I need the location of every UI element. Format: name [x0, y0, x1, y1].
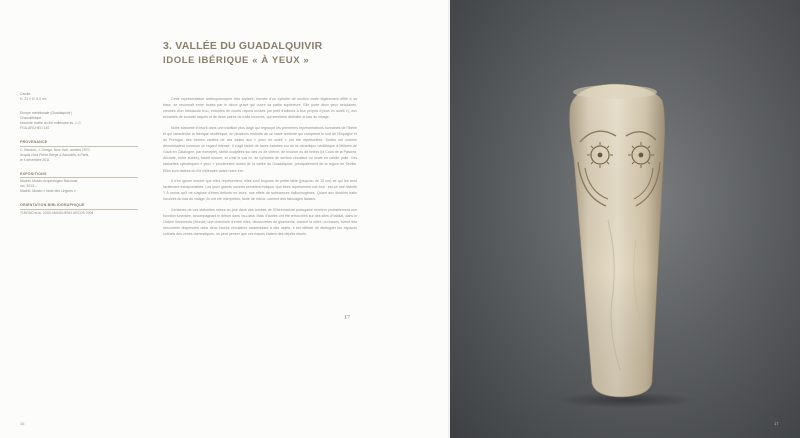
meta-line: H. 21 × D. 5,9 cm [20, 97, 47, 101]
object-sidebar [20, 92, 138, 225]
page-number-left: 16 [20, 421, 25, 426]
attribution-line: Chalcolithique [20, 116, 42, 120]
attribution-line: Europe méridionale (Guadalquivir) [20, 111, 72, 115]
attribution-line: seconde moitié du IIIe millénaire av. J.-C. [20, 121, 82, 125]
provenance-line: C. Bendon, J. Ortega, New York, années 1970 [20, 147, 90, 152]
provenance-section [20, 140, 138, 163]
right-page-photo [450, 0, 800, 438]
bibliography-section [20, 203, 138, 216]
meta-line: Calcite [20, 92, 31, 96]
exhibitions-section [20, 172, 138, 195]
idol-top-face [573, 85, 657, 99]
exhibition-line: Madrid, Museo « Idole des Lingues » [20, 189, 76, 193]
body-paragraph: Notre statuette s'inscrit dans une tradition plus large qui regroupe les premières représentations humaines de l'Ibérie et qui caractérise la Ibérique néolithique, en plusieurs endroits de ce vaste territoire qui comprend le sud de l'Espagne et du Portugal, des formes variées de ces Idoles aux « yeux en soleil » ont été répertoriées. Toutes ont comme dénominateur commun ce regard intense. Il s'agit tantôt de faces incisées sur de la céramique néolithique à Millarès de Gavà en Catalogne, par exemple), tantôt sculptées sur des os de chèvre, de mouton ou de brebis (la Cova de la Pastora, Alicante, entre autres), tantôt encore, et c'est le cas ici, de cylindres de section circulaire ou ovale en calcite polie. Ces statuettes cylindriques « yeux » proviennent toutes de la vallée du Guadalquivir, principalement de la région de Séville. Elles sont datées du IIIe millénaire avant notre ère. [163, 125, 357, 173]
body-text [163, 96, 357, 242]
idol-photograph [450, 0, 800, 438]
idol-body-shading [570, 84, 665, 397]
exhibitions-heading: EXPOSITIONS [20, 172, 138, 179]
provenance-line: le 4 décembre 2011 [20, 157, 50, 162]
object-attribution [20, 111, 138, 131]
provenance-heading: PROVENANCE [20, 140, 138, 147]
body-paragraph: Certaines de ces statuettes mises au jour dans des tombes de l'Extrémadure portugaise révèlent probablement une fonction funéraire, accompagnant le défunt dans l'au-delà. Mais d'autres ont été retrouvées sur des sites d'habitat, dans le Ordem Senimento (Murcie) une cheminée d'entre elles, découvertes de gisements, comme la nôtre, ou fosses, furent des rencontres dispersées dans deux fosses circulaires rassemblant à des objets, il est difficile de distinguer les espaces cultuels des zones domestiques, on peut penser que ces fosses étaient des dépôts rituels. [163, 208, 357, 237]
bibliography-heading: ORIENTATION BIBLIOGRAPHIQUE [20, 203, 138, 210]
page-subtitle: IDOLE IBÉRIQUE « À YEUX » [163, 55, 310, 66]
body-paragraph: Cette représentation anthropomorphe très stylisée, formée d'un cylindre de section ovale légèrement effilé à sa base, se reconnaît entre toutes par le décor gravé qui ouvre sa partie supérieure. Elle porte deux yeux circulaires, creusés d'un minuscule trou, entourés de courts rayons incisés (un petit d'ailleurs à leur propos d'yeux en soleil »), eux encadrés de sourcils arqués et de deux paires de traits incurvés, qui semblent délimiter le bas du visage. [163, 97, 357, 120]
exhibition-line: Madrid, Museo Arqueológico Nacional, [20, 179, 79, 183]
exhibition-line: oct. 2013 – [20, 184, 37, 188]
provenance-line: Acquis chez Pierre Berge & Associés, à Paris, [20, 152, 90, 157]
object-meta [20, 92, 138, 102]
bibliography-line: TUNTAO et al. 2003; MANDUENO ARCOS 2004 [20, 210, 94, 215]
page-number-right: 17 [774, 421, 779, 426]
body-paragraph: Il n'en ignore encore que elles représentent; elles sont toujours de petite taille (jusqu'au de 15 cm) ce qui les rend facilement transportables. Les yeux grands ouverts semblent indiquer que êtres représentés voit tout : est-ce une divinité ? À moins qu'il ne s'agisse d'êtres défunts en leurs, nos effets de substances hallucinogènes. Quant aux doubles traits incurvés du bas du visage, ils ont été interprétés, faute de mieux, comme des tatouages faciaux. [163, 179, 357, 202]
page-title: 3. VALLÉE DU GUADALQUIVIR [163, 40, 323, 52]
attribution-line: FGA-ARCHEO 140 [20, 126, 50, 130]
figure-number: 17 [344, 315, 350, 321]
title-block [163, 40, 433, 66]
